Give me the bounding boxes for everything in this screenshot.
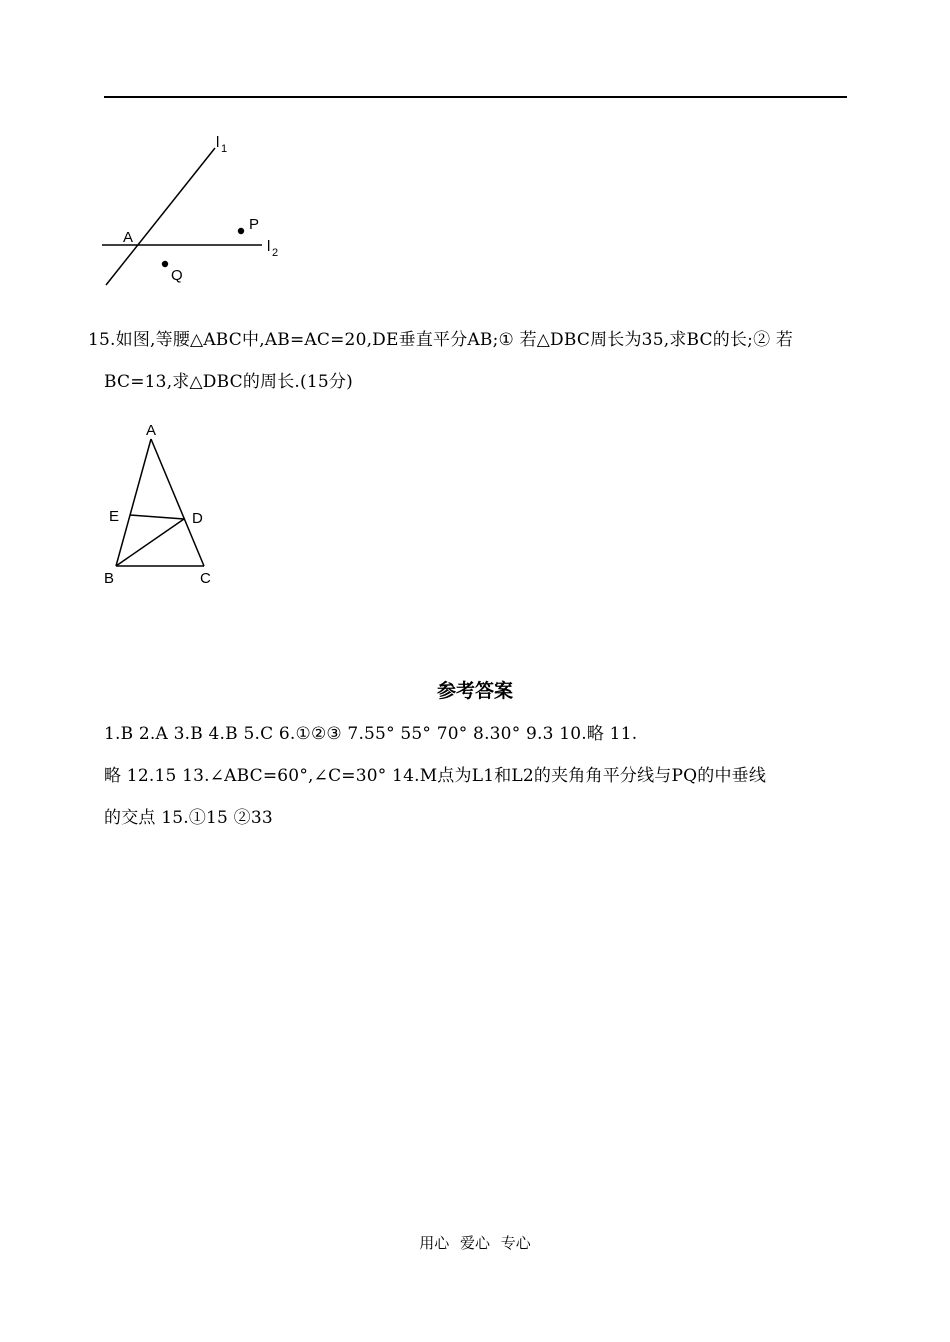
answers-line-3: 的交点 15.①15 ②33 xyxy=(104,808,273,828)
label-l2-sub: 2 xyxy=(272,247,279,259)
problem-15-line-1: 15.如图,等腰△ABC中,AB=AC=20,DE垂直平分AB;① 若△DBC周长为35,求BC的长;② 若 xyxy=(88,330,794,350)
answers-title: 参考答案 xyxy=(436,680,513,702)
segment-ab xyxy=(116,439,151,566)
segment-ed xyxy=(130,515,184,519)
label-l2: l xyxy=(267,238,271,255)
line-l1 xyxy=(106,148,215,285)
label-l1-sub: 1 xyxy=(221,143,228,155)
label-e: E xyxy=(109,508,120,525)
figure-triangle-abc xyxy=(100,418,220,588)
segment-bd xyxy=(116,519,184,566)
point-p-dot xyxy=(238,228,244,234)
problem-15-line-2: BC=13,求△DBC的周长.(15分) xyxy=(104,372,353,392)
answers-line-1: 1.B 2.A 3.B 4.B 5.C 6.①②③ 7.55° 55° 70° 8.30° 9.3 10.略 11. xyxy=(104,724,638,744)
segment-ac xyxy=(151,439,204,566)
answers-line-2: 略 12.15 13.∠ABC=60°,∠C=30° 14.M点为L1和L2的夹角角平分线与PQ的中垂线 xyxy=(104,766,767,786)
label-a: A xyxy=(123,229,134,246)
point-q-dot xyxy=(162,261,168,267)
label-p: P xyxy=(249,216,260,233)
label-c: C xyxy=(200,570,211,587)
label-d: D xyxy=(192,510,203,527)
page-footer: 用心 爱心 专心 xyxy=(419,1234,531,1252)
label-l1: l xyxy=(216,134,220,151)
label-a: A xyxy=(146,422,157,439)
figure-lines-l1-l2 xyxy=(95,125,295,295)
label-b: B xyxy=(104,570,115,587)
header-rule xyxy=(104,96,847,98)
label-q: Q xyxy=(171,267,183,284)
